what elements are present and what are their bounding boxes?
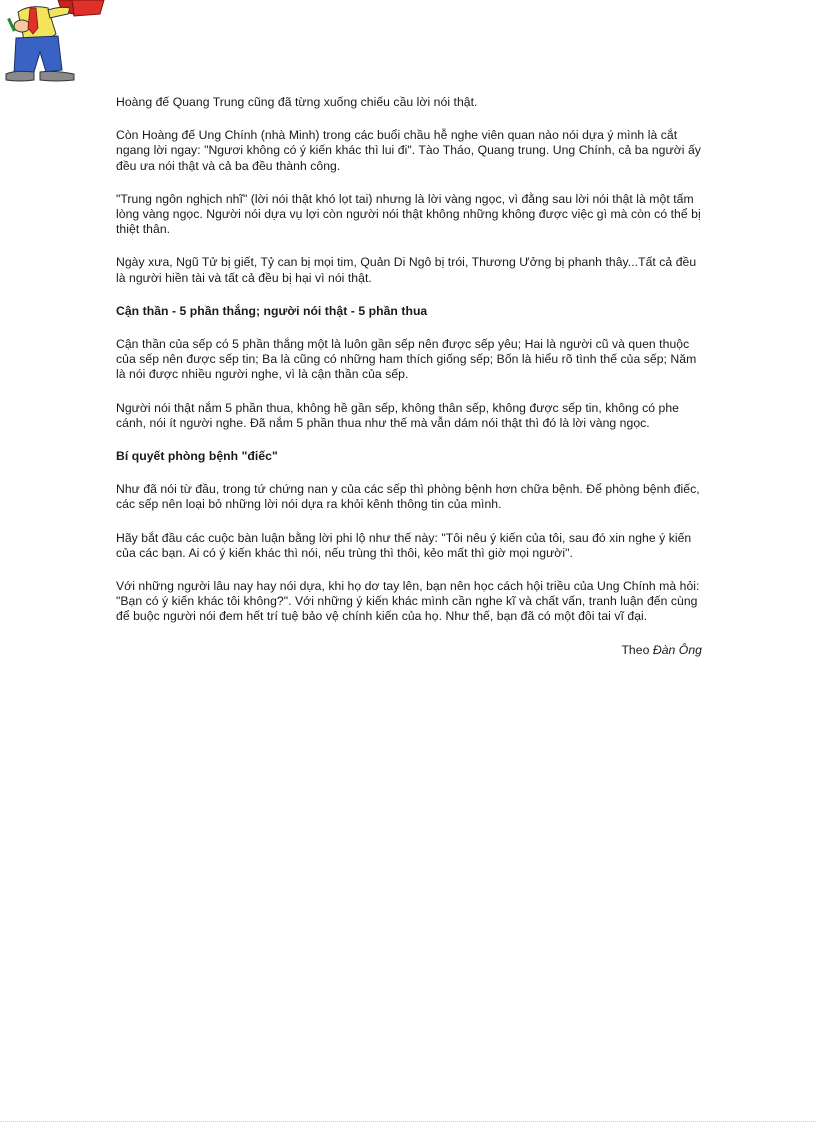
article-paragraph: Ngày xưa, Ngũ Tử bị giết, Tỷ can bị mọi tim, Quản Di Ngô bị trói, Thương Ưởng bị phanh thây...Tất cả đều là người hiền tài và tất cả đều bị hại vì nói thật. [116, 255, 697, 285]
article-paragraph: Người nói thật nắm 5 phần thua, không hề gần sếp, không thân sếp, không được sếp tin, không có phe cánh, nói ít người nghe. Đã nắm 5 phần thua như thế mà vẫn dám nói thật thì đó là lời vàng ngọc. [116, 400, 680, 430]
article-paragraph: Với những người lâu nay hay nói dựa, khi họ dơ tay lên, bạn nên học cách hội triều của Ung Chính mà hỏi: "Bạn có ý kiến khác tôi không?". Với những ý kiến khác mình cần nghe kĩ và chất vấn, tranh luận đến cùng để buộc người nói đem hết trí tuệ bảo vệ chính kiến của họ. Như thế, bạn đã có một đôi tai vĩ đại. [116, 579, 700, 624]
page-bottom-divider [0, 1121, 816, 1122]
article-paragraph: "Trung ngôn nghịch nhĩ" (lời nói thật khó lọt tai) nhưng là lời vàng ngọc, vì đằng sau lời nói thật là một tấm lòng vàng ngọc. Người nói dựa vụ lợi còn người nói thật không những không được việc gì mà còn có thể bị thiệt thân. [116, 191, 701, 237]
article-paragraph: Như đã nói từ đầu, trong tứ chứng nan y của các sếp thì phòng bệnh hơn chữa bệnh. Để phòng bệnh điếc, các sếp nên loại bỏ những lời nói dựa ra khỏi kênh thông tin của mình. [116, 482, 700, 512]
section-heading: Cận thần - 5 phần thắng; người nói thật - 5 phần thua [116, 303, 428, 318]
article-paragraph: Hãy bắt đầu các cuộc bàn luận bằng lời phi lộ như thế này: "Tôi nêu ý kiến của tôi, sau đó xin nghe ý kiến của các bạn. Ai có ý kiến khác thì nói, nếu trùng thì thôi, kẻo mất thì giờ mọi người". [116, 530, 692, 560]
article-paragraph: Còn Hoàng đế Ung Chính (nhà Minh) trong các buổi chầu hễ nghe viên quan nào nói dựa ý mình là cắt ngang lời ngay: "Ngươi không có ý kiến khác thì lui đi". Tào Tháo, Quang trung. Ung Chính, cả ba người ấy đều ưa nói thật và cả ba đều thành công. [116, 128, 701, 173]
article-source [116, 643, 702, 658]
article-paragraph: Cận thần của sếp có 5 phần thắng một là luôn gần sếp nên được sếp yêu; Hai là người cũ và quen thuộc của sếp nên được sếp tin; Ba là cũng có những ham thích giống sếp; Bốn là hiểu rõ tình thế của sếp; Năm là nói được nhiều người nghe, vì là cận thần của sếp. [116, 337, 697, 382]
section-heading: Bí quyết phòng bệnh "điếc" [116, 449, 278, 464]
source-name: Đàn Ông [652, 642, 702, 657]
article-body [116, 95, 702, 658]
article-paragraph: Hoàng đế Quang Trung cũng đã từng xuống chiếu cầu lời nói thật. [116, 95, 478, 109]
source-prefix: Theo [621, 642, 650, 657]
cartoon-man-with-megaphone-icon [0, 0, 128, 86]
